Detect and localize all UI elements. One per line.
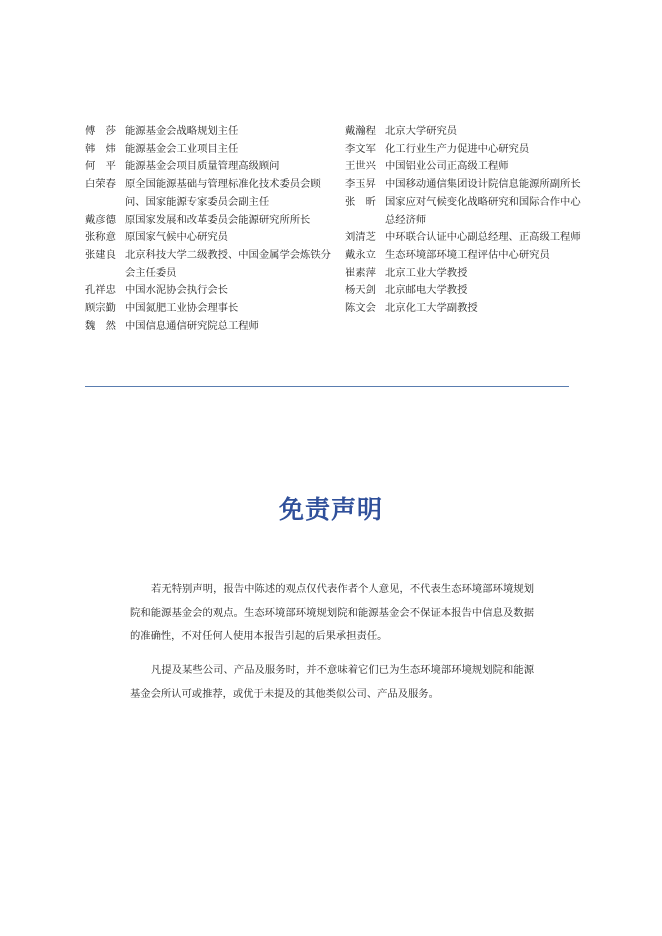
committee-entry [345,176,585,194]
member-name: 傅 莎 [85,125,116,137]
member-name: 张建良 [85,248,116,261]
member-name: 白荣春 [85,178,116,191]
member-role: 国家应对气候变化战略研究和国际合作中心总经济师 [385,195,581,226]
member-name: 杨天剑 [345,284,376,297]
committee-entry [345,194,585,229]
member-role: 北京工业大学教授 [385,266,468,279]
member-name: 张称意 [85,231,116,244]
committee-entry [345,229,585,247]
committee-entry [85,282,335,300]
committee-entry [85,229,335,247]
committee-entry [85,176,335,211]
member-role: 原国家发展和改革委员会能源研究所所长 [125,213,311,226]
member-role: 中国移动通信集团设计院信息能源所副所长 [385,178,581,191]
member-role: 能源基金会工业项目主任 [125,142,239,155]
member-role: 北京科技大学二级教授、中国金属学会炼铁分会主任委员 [125,248,331,279]
member-name: 戴瀚程 [345,125,376,137]
committee-entry [345,282,585,300]
committee-entry [345,265,585,283]
member-name: 韩 炜 [85,142,116,155]
member-role: 中环联合认证中心副总经理、正高级工程师 [385,231,581,244]
committee-entry [85,247,335,282]
committee-entry [85,212,335,230]
disclaimer-paragraph-1: 若无特别声明，报告中陈述的观点仅代表作者个人意见，不代表生态环境部环境规划院和能源基金会的观点。生态环境部环境规划院和能源基金会不保证本报告中信息及数据的准确性，不对任何人使用本报告引起的后果承担责任。 [130,583,534,642]
committee-entry [85,318,335,336]
member-role: 北京邮电大学教授 [385,284,468,297]
committee-entry [345,300,585,318]
member-name: 戴永立 [345,248,376,261]
member-role: 生态环境部环境工程评估中心研究员 [385,248,550,261]
member-role: 原全国能源基础与管理标准化技术委员会顾问、国家能源专家委员会副主任 [125,178,321,208]
committee-entry [345,158,585,176]
committee-list-left [85,123,335,335]
member-name: 李文军 [345,142,376,155]
committee-entry [345,141,585,159]
member-role: 化工行业生产力促进中心研究员 [385,142,530,155]
member-name: 顾宗勤 [85,302,116,315]
member-role: 北京化工大学副教授 [385,302,478,315]
member-name: 李玉昇 [345,178,376,191]
member-role: 能源基金会项目质量管理高级顾问 [125,160,280,173]
member-name: 魏 然 [85,319,116,332]
member-name: 张 昕 [345,195,376,208]
section-divider [85,386,569,387]
member-role: 北京大学研究员 [385,125,458,137]
member-role: 原国家气候中心研究员 [125,231,228,244]
member-name: 王世兴 [345,160,376,173]
member-name: 孔祥忠 [85,284,116,297]
committee-entry [85,300,335,318]
member-role: 中国信息通信研究院总工程师 [125,319,259,332]
member-name: 戴彦德 [85,213,116,226]
member-role: 中国水泥协会执行会长 [125,284,228,297]
disclaimer-title: 免责声明 [278,495,383,524]
member-role: 中国铝业公司正高级工程师 [385,160,509,173]
committee-entry [85,158,335,176]
committee-list-right [345,123,585,318]
member-name: 刘清芝 [345,231,376,244]
member-name: 何 平 [85,160,116,173]
committee-entry [345,247,585,265]
member-role: 能源基金会战略规划主任 [125,125,239,137]
disclaimer-paragraph-2: 凡提及某些公司、产品及服务时，并不意味着它们已为生态环境部环境规划院和能源基金会所认可或推荐，或优于未提及的其他类似公司、产品及服务。 [130,664,534,700]
committee-entry [345,123,585,141]
member-name: 崔素萍 [345,266,376,279]
committee-entry [85,123,335,141]
committee-entry [85,141,335,159]
member-role: 中国氮肥工业协会理事长 [125,302,239,315]
member-name: 陈文会 [345,302,376,315]
